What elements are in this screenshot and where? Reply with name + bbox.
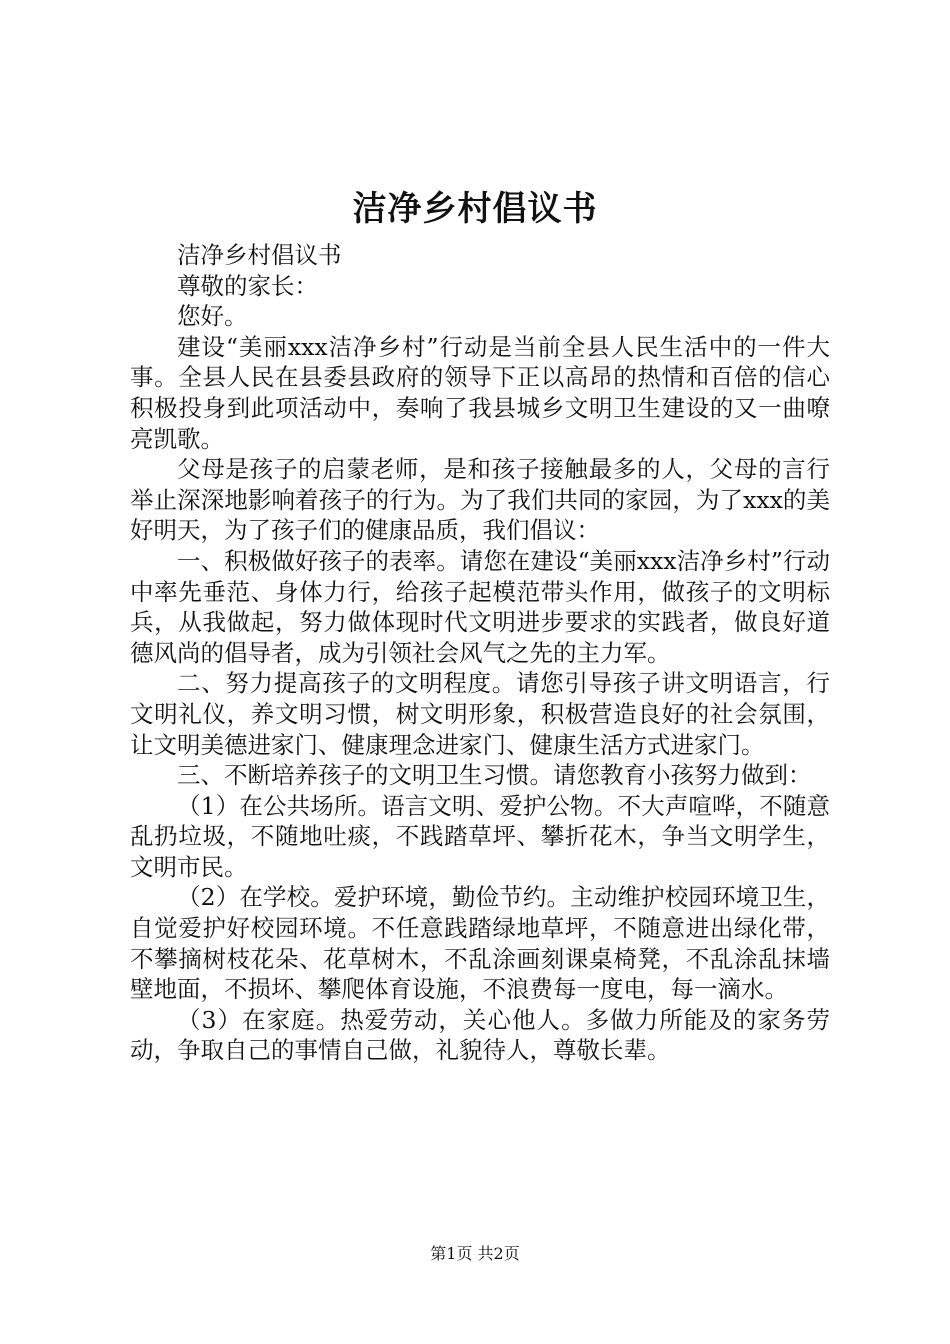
paragraph-salutation: 尊敬的家长：	[177, 271, 318, 300]
paragraph-greeting: 您好。	[177, 302, 248, 331]
paragraph-item-1: 一、积极做好孩子的表率。请您在建设“美丽xxx洁净乡村”行动中率先垂范、身体力行，给孩子起模范带头作用，做孩子的文明标兵，从我做起，努力做体现时代文明进步要求的实践者，做良好道德风尚的倡导者，成为引领社会风气之先的主力军。	[130, 546, 830, 667]
paragraph-sub-1: （1）在公共场所。语言文明、爱护公物。不大声喧哗，不随意乱扔垃圾，不随地吐痰，不践踏草坪、攀折花木，争当文明学生，文明市民。	[130, 791, 830, 881]
paragraph-item-3: 三、不断培养孩子的文明卫生习惯。请您教育小孩努力做到：	[177, 761, 812, 790]
paragraph-heading-repeat: 洁净乡村倡议书	[177, 241, 342, 269]
paragraph-sub-3: （3）在家庭。热爱劳动，关心他人。多做力所能及的家务劳动，争取自己的事情自己做，礼貌待人，尊敬长辈。	[130, 1005, 830, 1065]
paragraph-item-2: 二、努力提高孩子的文明程度。请您引导孩子讲文明语言，行文明礼仪，养文明习惯，树文明形象，积极营造良好的社会氛围，让文明美德进家门、健康理念进家门、健康生活方式进家门。	[130, 669, 830, 759]
paragraph-sub-2: （2）在学校。爱护环境，勤俭节约。主动维护校园环境卫生，自觉爱护好校园环境。不任意践踏绿地草坪，不随意进出绿化带，不攀摘树枝花朵、花草树木，不乱涂画刻课桌椅凳，不乱涂乱抹墙壁地面，不损坏、攀爬体育设施，不浪费每一度电，每一滴水。	[130, 883, 830, 1004]
page-footer: 第1页 共2页	[430, 1244, 520, 1263]
document-title: 洁净乡村倡议书	[352, 189, 598, 229]
paragraph-parents: 父母是孩子的启蒙老师，是和孩子接触最多的人，父母的言行举止深深地影响着孩子的行为。为了我们共同的家园，为了xxx的美好明天，为了孩子们的健康品质，我们倡议：	[130, 455, 830, 545]
document-body	[130, 240, 830, 1066]
paragraph-intro: 建设“美丽xxx洁净乡村”行动是当前全县人民生活中的一件大事。全县人民在县委县政府的领导下正以高昂的热情和百倍的信心积极投身到此项活动中，奏响了我县城乡文明卫生建设的又一曲嘹亮凯歌。	[130, 332, 830, 453]
